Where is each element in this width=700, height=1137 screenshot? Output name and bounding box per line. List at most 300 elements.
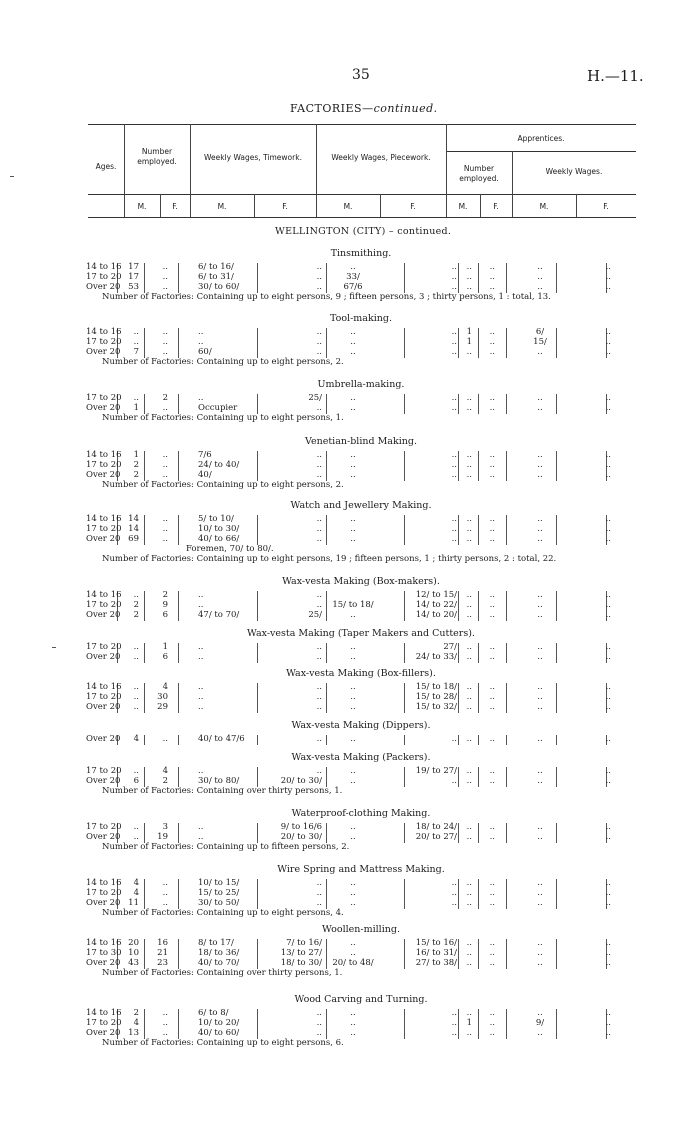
cell-apprentice-wage-male: .. [537,766,543,776]
cell-piecework-female: 12/ to 15/ [415,590,457,600]
cell-timework-female: .. [316,327,322,337]
column-rule [478,348,479,358]
cell-piecework-male: .. [350,702,356,712]
cell-apprentice-wage-male: 9/ [535,1018,545,1028]
cell-timework-male: .. [198,600,204,610]
cell-apprentice-female: .. [489,938,495,948]
cell-apprentice-male: 1 [466,1018,472,1028]
cell-males-employed: 13 [128,1028,139,1038]
cell-males-employed: .. [133,766,139,776]
cell-apprentice-wage-female: .. [605,692,611,702]
cell-apprentice-wage-female: .. [605,682,611,692]
cell-apprentice-wage-male: .. [537,524,543,534]
cell-apprentice-male: .. [466,1028,472,1038]
column-rule [506,735,507,745]
cell-males-employed: 4 [133,1018,139,1028]
cell-apprentice-wage-female: .. [605,776,611,786]
apprentices-rule [446,151,636,152]
cell-females-employed: 2 [162,393,168,403]
cell-apprentice-wage-female: .. [605,514,611,524]
cell-females-employed: .. [162,534,168,544]
cell-timework-female: 18/ to 30/ [280,958,322,968]
cell-apprentice-wage-female: .. [605,534,611,544]
cell-apprentice-female: .. [489,832,495,842]
section-title: Tool-making. [330,313,392,324]
cell-apprentice-male: .. [466,948,472,958]
cell-timework-male: 40/ [198,470,212,480]
cell-age: Over 20 [86,734,121,744]
cell-timework-male: 10/ to 30/ [198,524,240,534]
column-rule [478,653,479,663]
cell-apprentice-female: .. [489,460,495,470]
header-number-employed-line1: Number [141,147,173,156]
cell-timework-male: .. [198,832,204,842]
cell-timework-female: 25/ [308,393,322,403]
cell-apprentice-male: .. [466,822,472,832]
cell-apprentice-wage-male: .. [537,534,543,544]
cell-timework-female: .. [316,590,322,600]
cell-apprentice-male: .. [466,898,472,908]
cell-age: Over 20 [86,776,121,786]
cell-apprentice-wage-female: .. [605,403,611,413]
cell-timework-male: .. [198,822,204,832]
cell-piecework-female: 14/ to 20/ [415,610,457,620]
cell-females-employed: .. [162,450,168,460]
header-sub-f: F. [603,202,609,211]
cell-piecework-male: .. [350,938,356,948]
cell-age: 14 to 16 [86,514,122,524]
cell-timework-male: .. [198,393,204,403]
cell-males-employed: .. [133,642,139,652]
cell-timework-female: 7/ to 16/ [286,938,322,948]
cell-piecework-male: .. [350,776,356,786]
factories-count-note: Number of Factories: Containing up to eight persons, 2. [102,357,344,367]
cell-piecework-female: .. [451,272,457,282]
cell-piecework-male: 33/ [346,272,360,282]
cell-males-employed: .. [133,832,139,842]
header-sub-f: F. [410,202,416,211]
cell-females-employed: .. [162,888,168,898]
cell-apprentice-female: .. [489,1028,495,1038]
cell-timework-female: .. [316,1028,322,1038]
cell-apprentice-female: .. [489,262,495,272]
cell-apprentice-male: .. [466,514,472,524]
cell-apprentice-wage-female: .. [605,347,611,357]
header-sub-f: F. [282,202,288,211]
cell-timework-male: 60/ [198,347,212,357]
column-rule [506,959,507,969]
section-title: Tinsmithing. [330,248,392,259]
cell-males-employed: 6 [133,776,139,786]
cell-timework-male: .. [198,337,204,347]
cell-piecework-female: 14/ to 22/ [415,600,457,610]
cell-piecework-female: .. [451,888,457,898]
column-rule [478,735,479,745]
cell-males-employed: 4 [133,878,139,888]
cell-age: 17 to 20 [86,600,122,610]
cell-males-employed: 69 [128,534,139,544]
cell-piecework-male: .. [350,524,356,534]
cell-piecework-female: .. [451,1008,457,1018]
cell-age: Over 20 [86,347,121,357]
cell-piecework-male: .. [350,822,356,832]
cell-piecework-female: 27/ [443,642,457,652]
header-ages: Ages. [95,162,117,171]
header-number-employed [124,147,190,167]
cell-piecework-male: .. [350,734,356,744]
cell-males-employed: .. [133,327,139,337]
cell-apprentice-female: .. [489,682,495,692]
cell-females-employed: .. [162,1028,168,1038]
cell-apprentice-male: .. [466,702,472,712]
cell-piecework-male: .. [350,898,356,908]
cell-apprentice-wage-female: .. [605,832,611,842]
column-rule [478,611,479,621]
cell-piecework-male: .. [350,766,356,776]
column-rule [178,653,179,663]
cell-males-employed: 7 [133,347,139,357]
column-rule [506,833,507,843]
column-rule [178,735,179,745]
cell-females-employed: 30 [157,692,168,702]
cell-piecework-female: 20/ to 27/ [415,832,457,842]
cell-age: 17 to 20 [86,524,122,534]
cell-age: 17 to 20 [86,766,122,776]
column-rule [144,535,145,545]
cell-males-employed: 1 [133,450,139,460]
cell-piecework-female: 27/ to 38/ [415,958,457,968]
section-title: Venetian-blind Making. [305,436,417,447]
cell-apprentice-male: 1 [466,327,472,337]
cell-age: 14 to 16 [86,590,122,600]
cell-timework-female: 20/ to 30/ [280,776,322,786]
cell-males-employed: 43 [128,958,139,968]
cell-apprentice-female: .. [489,272,495,282]
cell-apprentice-male: .. [466,282,472,292]
cell-age: 14 to 16 [86,450,122,460]
cell-timework-female: .. [316,766,322,776]
cell-females-employed: 23 [157,958,168,968]
cell-apprentice-wage-male: .. [537,590,543,600]
cell-apprentice-wage-female: .. [605,898,611,908]
cell-apprentice-wage-male: .. [537,832,543,842]
cell-males-employed: 17 [128,262,139,272]
cell-apprentice-wage-female: .. [605,938,611,948]
cell-timework-male: .. [198,590,204,600]
section-title: Wax-vesta Making (Box-makers). [282,576,440,587]
cell-females-employed: .. [162,470,168,480]
cell-males-employed: 11 [128,898,139,908]
header-app-number-line2: employed. [459,174,499,183]
cell-timework-female: .. [316,642,322,652]
header-weekly-piecework: Weekly Wages, Piecework. [331,153,431,162]
cell-apprentice-wage-male: .. [537,948,543,958]
cell-females-employed: .. [162,460,168,470]
cell-age: 17 to 20 [86,272,122,282]
cell-apprentice-female: .. [489,590,495,600]
cell-apprentice-male: .. [466,692,472,702]
factories-count-note: Number of Factories: Containing up to fifteen persons, 2. [102,842,350,852]
header-app-weekly-wages: Weekly Wages. [545,167,603,176]
cell-timework-female: 13/ to 27/ [280,948,322,958]
cell-piecework-male: 20/ to 48/ [332,958,374,968]
column-rule [506,471,507,481]
cell-apprentice-wage-female: .. [605,822,611,832]
cell-females-employed: .. [162,327,168,337]
cell-timework-male: 10/ to 15/ [198,878,240,888]
cell-age: Over 20 [86,534,121,544]
cell-males-employed: 2 [133,610,139,620]
cell-piecework-female: .. [451,262,457,272]
cell-piecework-female: .. [451,393,457,403]
cell-apprentice-wage-male: .. [537,403,543,413]
cell-apprentice-wage-female: .. [605,262,611,272]
column-rule [478,899,479,909]
page-title-main: FACTORIES— [290,102,374,115]
cell-males-employed: .. [133,682,139,692]
cell-age: Over 20 [86,403,121,413]
cell-apprentice-male: .. [466,682,472,692]
cell-males-employed: 4 [133,734,139,744]
cell-males-employed: .. [133,652,139,662]
cell-apprentice-female: .. [489,822,495,832]
cell-piecework-female: 15/ to 16/ [415,938,457,948]
cell-females-employed: .. [162,337,168,347]
cell-piecework-female: .. [451,898,457,908]
section-title: Watch and Jewellery Making. [290,500,432,511]
cell-age: 14 to 16 [86,938,122,948]
section-title: Wire Spring and Mattress Making. [277,864,445,875]
cell-piecework-female: 18/ to 24/ [415,822,457,832]
cell-timework-male: 7/6 [198,450,212,460]
cell-apprentice-wage-female: .. [605,958,611,968]
cell-apprentice-female: .. [489,534,495,544]
cell-apprentice-wage-male: .. [537,692,543,702]
cell-timework-male: 6/ to 31/ [198,272,234,282]
column-rule [178,611,179,621]
cell-apprentice-wage-male: .. [537,282,543,292]
column-rule [478,703,479,713]
header-bottom-rule [88,217,636,218]
cell-age: Over 20 [86,282,121,292]
cell-piecework-male: 15/ to 18/ [332,600,374,610]
section-title: Wax-vesta Making (Taper Makers and Cutters). [247,628,475,639]
cell-piecework-male: .. [350,347,356,357]
cell-apprentice-female: .. [489,347,495,357]
cell-timework-male: .. [198,327,204,337]
cell-timework-female: .. [316,470,322,480]
cell-timework-male: 8/ to 17/ [198,938,234,948]
cell-apprentice-male: .. [466,393,472,403]
cell-apprentice-wage-male: .. [537,642,543,652]
cell-males-employed: .. [133,702,139,712]
cell-females-employed: 2 [162,590,168,600]
header-sub-rule [88,194,636,195]
cell-apprentice-male: .. [466,1008,472,1018]
cell-females-employed: 9 [162,600,168,610]
cell-apprentice-female: .. [489,958,495,968]
cell-apprentice-wage-female: .. [605,524,611,534]
cell-timework-male: 47/ to 70/ [198,610,240,620]
cell-apprentice-wage-male: .. [537,682,543,692]
section-title: Wood Carving and Turning. [294,994,428,1005]
cell-apprentice-female: .. [489,898,495,908]
cell-piecework-female: 16/ to 31/ [415,948,457,958]
cell-apprentice-wage-female: .. [605,878,611,888]
cell-timework-female: .. [316,524,322,534]
cell-piecework-female: .. [451,337,457,347]
cell-apprentice-female: .. [489,327,495,337]
cell-apprentice-male: .. [466,470,472,480]
cell-timework-male: .. [198,702,204,712]
cell-piecework-female: .. [451,403,457,413]
cell-piecework-female: 15/ to 32/ [415,702,457,712]
column-rule [478,833,479,843]
cell-apprentice-female: .. [489,282,495,292]
column-rule [506,1029,507,1039]
foremen-note: Foremen, 70/ to 80/. [186,544,274,554]
cell-apprentice-male: .. [466,938,472,948]
cell-apprentice-male: .. [466,832,472,842]
cell-piecework-male: .. [350,1008,356,1018]
cell-timework-male: 6/ to 8/ [198,1008,229,1018]
column-rule [506,703,507,713]
cell-apprentice-wage-male: .. [537,958,543,968]
cell-females-employed: 19 [157,832,168,842]
header-sub-m: M. [458,202,468,211]
cell-piecework-male: .. [350,878,356,888]
cell-males-employed: .. [133,590,139,600]
cell-apprentice-wage-male: .. [537,1008,543,1018]
cell-timework-female: .. [316,600,322,610]
cell-females-employed: 1 [162,642,168,652]
cell-apprentice-wage-female: .. [605,948,611,958]
header-app-number-line1: Number [463,164,495,173]
cell-piecework-female: 24/ to 33/ [415,652,457,662]
column-rule [478,471,479,481]
cell-apprentice-wage-male: .. [537,898,543,908]
cell-age: 17 to 20 [86,888,122,898]
column-rule [478,535,479,545]
cell-piecework-male: .. [350,514,356,524]
cell-apprentice-wage-male: .. [537,450,543,460]
section-title: Wax-vesta Making (Box-fillers). [286,668,436,679]
cell-piecework-female: .. [451,1028,457,1038]
cell-age: 17 to 20 [86,393,122,403]
factories-count-note: Number of Factories: Containing up to eight persons, 2. [102,480,344,490]
cell-age: Over 20 [86,898,121,908]
cell-females-employed: 6 [162,610,168,620]
cell-males-employed: 53 [128,282,139,292]
cell-timework-male: 40/ to 70/ [198,958,240,968]
cell-apprentice-female: .. [489,403,495,413]
cell-timework-male: 30/ to 50/ [198,898,240,908]
cell-timework-male: 40/ to 60/ [198,1028,240,1038]
column-rule [506,653,507,663]
cell-males-employed: 14 [128,524,139,534]
header-sub-m: M. [137,202,147,211]
cell-age: Over 20 [86,958,121,968]
cell-timework-female: .. [316,262,322,272]
cell-apprentice-female: .. [489,766,495,776]
cell-females-employed: 29 [157,702,168,712]
cell-piecework-male: .. [350,460,356,470]
region-heading: WELLINGTON (CITY) – continued. [275,226,452,237]
cell-piecework-male: .. [350,393,356,403]
header-sub-m: M. [539,202,549,211]
factories-count-note: Number of Factories: Containing up to eight persons, 19 ; fifteen persons, 1 ; thirty persons, 2 : total, 22. [102,554,557,564]
cell-apprentice-male: .. [466,403,472,413]
cell-apprentice-wage-female: .. [605,393,611,403]
table-header [88,124,636,220]
cell-apprentice-wage-male: .. [537,272,543,282]
cell-apprentice-male: .. [466,524,472,534]
header-apprentices: Apprentices. [517,134,565,143]
cell-males-employed: 1 [133,403,139,413]
cell-males-employed: 2 [133,460,139,470]
cell-females-employed: .. [162,514,168,524]
cell-apprentice-male: .. [466,262,472,272]
cell-age: 14 to 16 [86,262,122,272]
cell-piecework-male: .. [350,403,356,413]
cell-piecework-female: .. [451,470,457,480]
cell-piecework-male: .. [350,692,356,702]
cell-age: 14 to 16 [86,327,122,337]
cell-timework-male: .. [198,766,204,776]
cell-piecework-female: .. [451,347,457,357]
cell-timework-female: .. [316,450,322,460]
cell-timework-male: .. [198,652,204,662]
cell-apprentice-wage-male: .. [537,888,543,898]
factories-count-note: Number of Factories: Containing up to eight persons, 6. [102,1038,344,1048]
cell-apprentice-male: .. [466,534,472,544]
table-row [86,652,636,663]
cell-timework-female: .. [316,734,322,744]
cell-timework-female: .. [316,282,322,292]
cell-males-employed: .. [133,822,139,832]
cell-age: Over 20 [86,652,121,662]
table-row [86,702,636,713]
cell-timework-male: 18/ to 36/ [198,948,240,958]
cell-females-employed: .. [162,524,168,534]
cell-apprentice-female: .. [489,888,495,898]
cell-apprentice-wage-male: .. [537,1028,543,1038]
cell-apprentice-male: .. [466,776,472,786]
header-sub-m: M. [217,202,227,211]
cell-apprentice-male: .. [466,766,472,776]
factories-count-note: Number of Factories: Containing up to eight persons, 9 ; fifteen persons, 3 ; thirty persons, 1 : total, 13. [102,292,551,302]
cell-piecework-female: .. [451,327,457,337]
cell-piecework-male: .. [350,652,356,662]
column-rule [144,611,145,621]
cell-apprentice-wage-female: .. [605,1028,611,1038]
column-rule [506,535,507,545]
cell-timework-female: .. [316,652,322,662]
page-title [290,102,438,115]
cell-males-employed: 20 [128,938,139,948]
cell-piecework-male: .. [350,450,356,460]
cell-apprentice-wage-male: .. [537,347,543,357]
cell-timework-female: .. [316,682,322,692]
margin-mark [52,647,56,648]
cell-apprentice-female: .. [489,734,495,744]
cell-age: Over 20 [86,470,121,480]
section-title: Umbrella-making. [317,379,405,390]
cell-females-employed: .. [162,282,168,292]
factories-count-note: Number of Factories: Containing up to eight persons, 1. [102,413,344,423]
cell-piecework-female: .. [451,734,457,744]
cell-apprentice-wage-female: .. [605,590,611,600]
